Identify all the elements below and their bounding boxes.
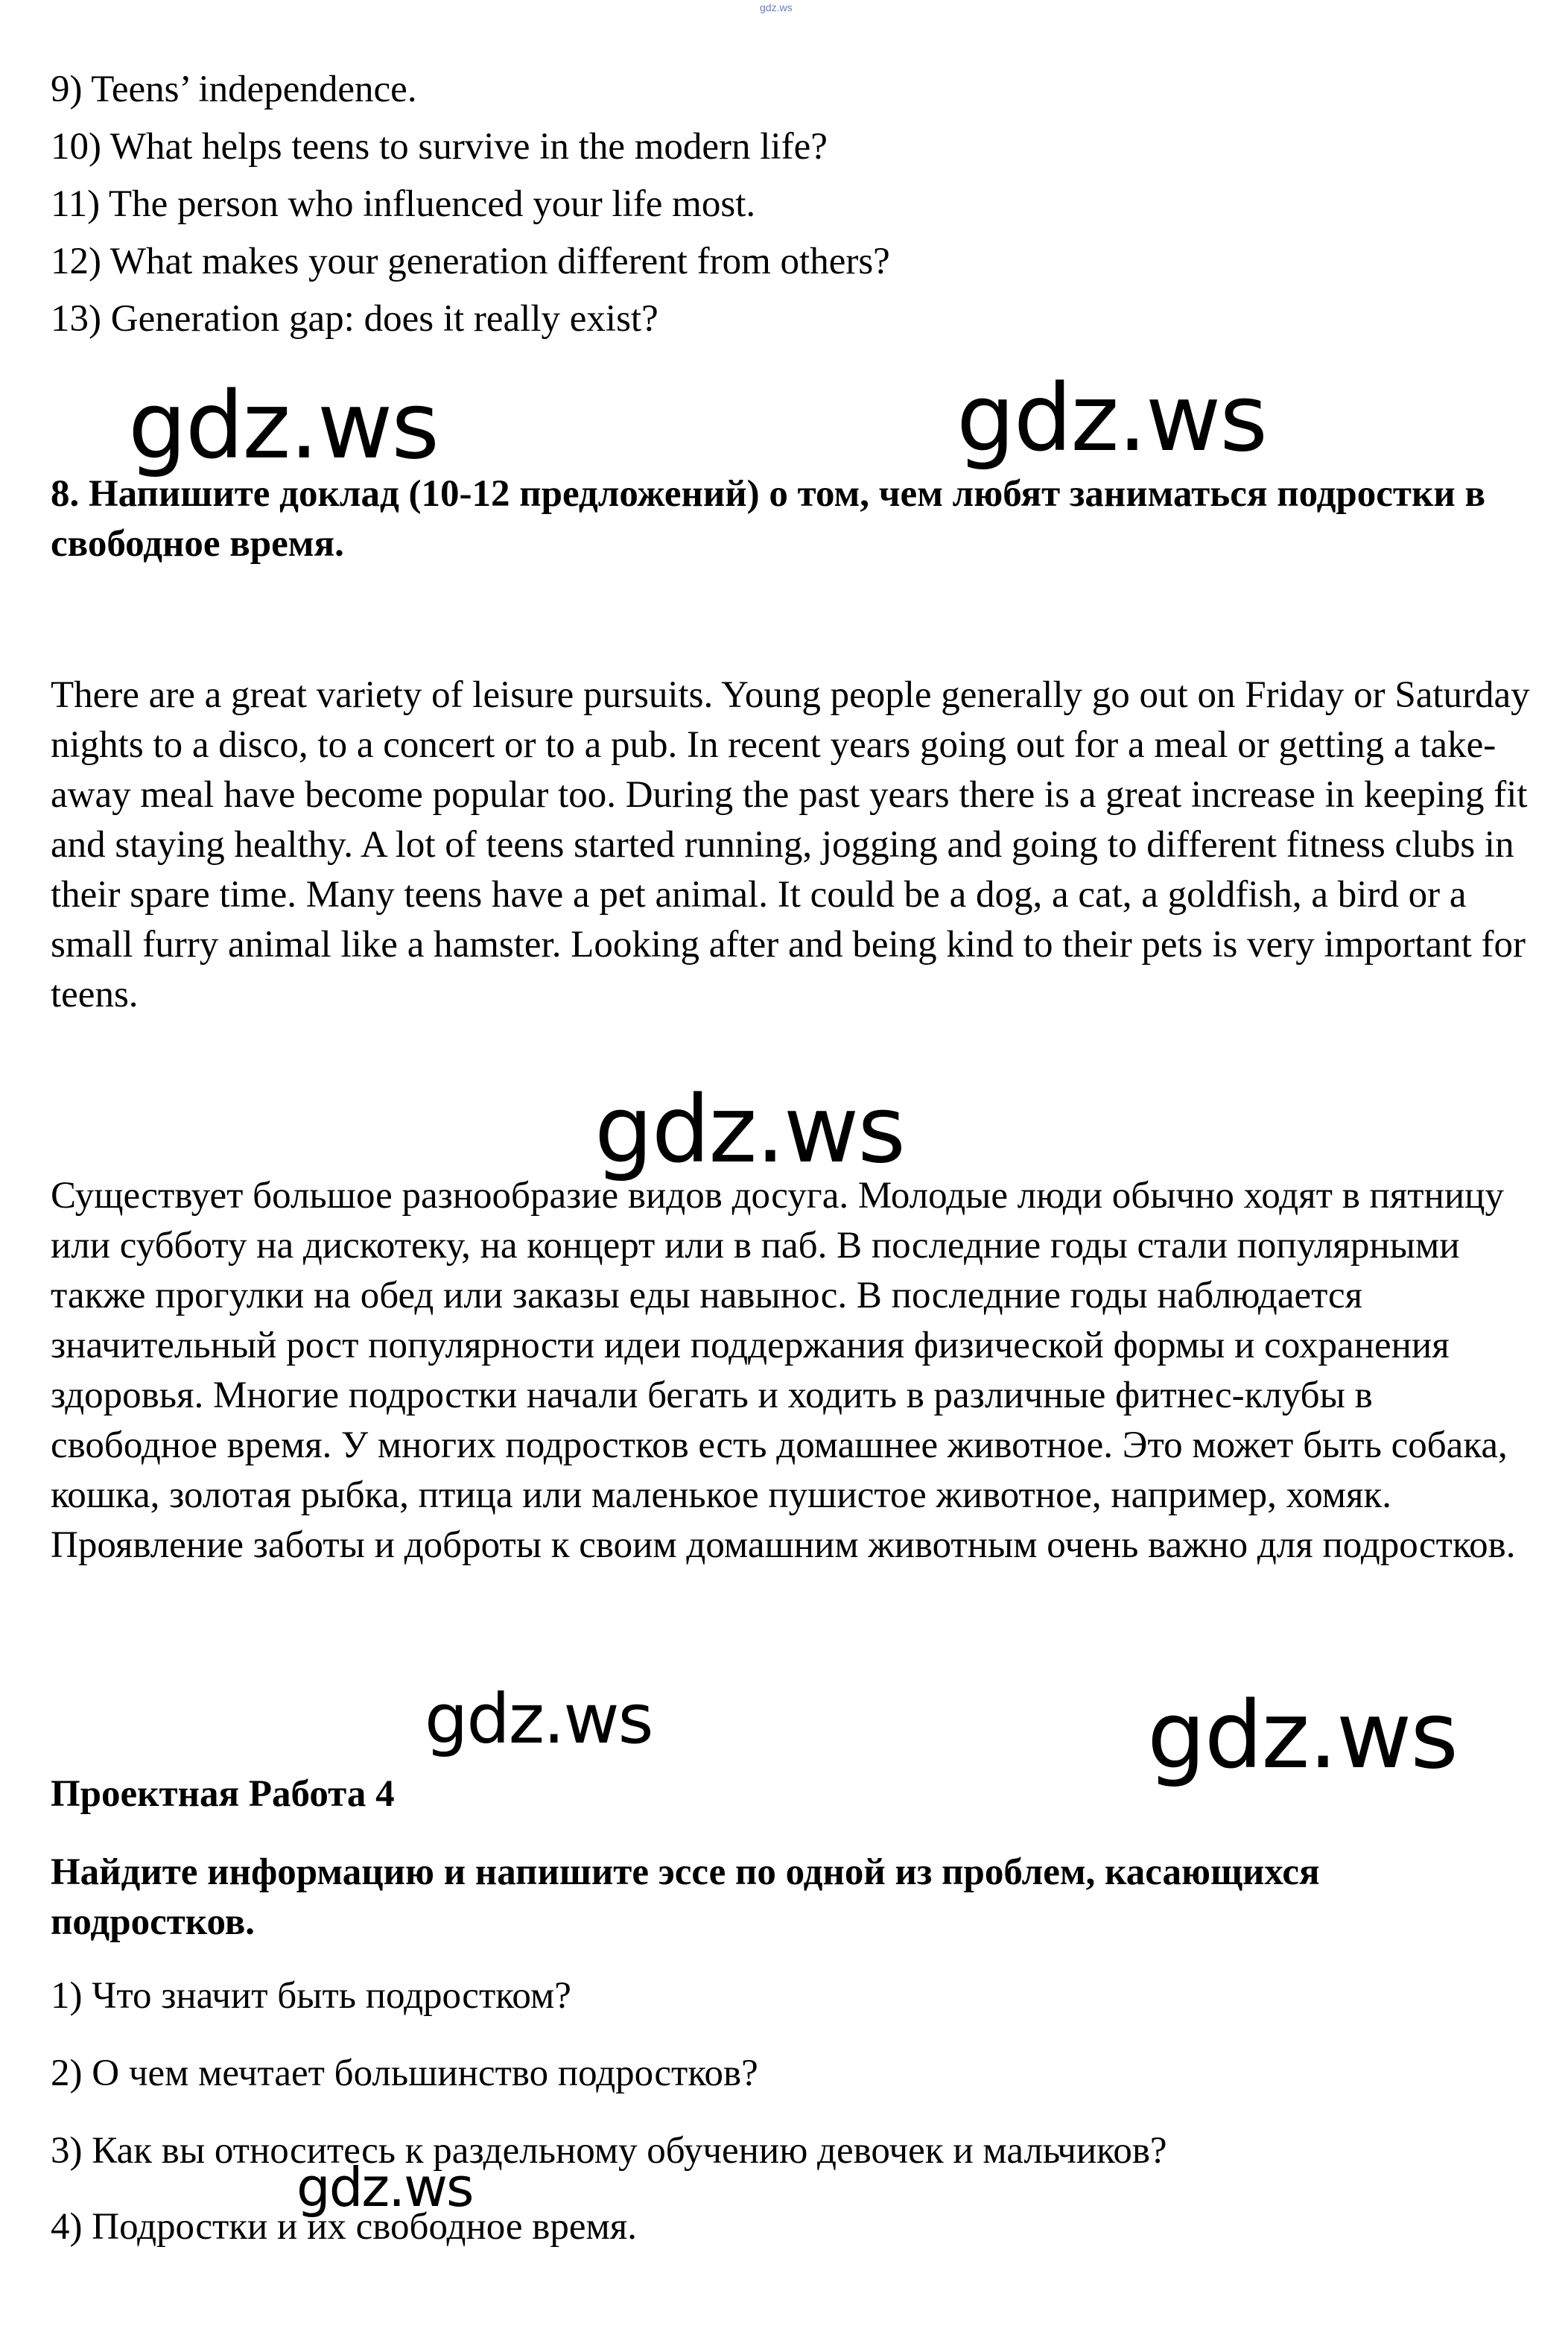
watermark: gdz.ws [1147, 1682, 1457, 1790]
topic-item: 9) Teens’ independence. [51, 69, 417, 110]
watermark: gdz.ws [128, 373, 438, 480]
watermark: gdz.ws [594, 1077, 904, 1184]
watermark: gdz.ws [425, 1679, 653, 1759]
watermark: gdz.ws [296, 2156, 473, 2219]
watermark: gdz.ws [956, 365, 1266, 472]
topic-item: 10) What helps teens to survive in the modern life? [51, 126, 828, 168]
task8-russian-text: Существует большое разнообразие видов досуга. Молодые люди обычно ходят в пятницу или субботу на дискотеку, на концерт или в паб. В последние годы стали популярными также прогулки на обед или заказы еды навынос. В последние годы наблюдается значительный рост популярности идеи поддержания физической формы и сохранения здоровья. Многие подростки начали бегать и ходить в различные фитнес-клубы в свободное время. У многих подростков есть домашнее животное. Это может быть собака, кошка, золотая рыбка, птица или маленькое пушистое животное, например, хомяк. Проявление заботы и доброты к своим домашним животным очень важно для подростков. [51, 1175, 1516, 1566]
project-item: 1) Что значит быть подростком? [51, 1975, 571, 2017]
header-watermark: gdz.ws [760, 1, 793, 13]
project-instruction: Найдите информацию и напишите эссе по одной из проблем, касающихся подростков. [51, 1851, 1320, 1943]
project-item: 3) Как вы относитесь к раздельному обучению девочек и мальчиков? [51, 2130, 1167, 2172]
topic-item: 11) The person who influenced your life most. [51, 183, 756, 225]
task8-heading: 8. Напишите доклад (10-12 предложений) о том, чем любят заниматься подростки в свободное время. [51, 473, 1486, 565]
project-item: 2) О чем мечтает большинство подростков? [51, 2053, 758, 2094]
project-title: Проектная Работа 4 [51, 1773, 395, 1815]
task8-english-text: There are a great variety of leisure pursuits. Young people generally go out on Friday or Saturday nights to a disco, to a concert or to a pub. In recent years going out for a meal or getting a take-away meal have become popular too. During the past years there is a great increase in keeping fit and staying healthy. A lot of teens started running, jogging and going to different fitness clubs in their spare time. Many teens have a pet animal. It could be a dog, a cat, a goldfish, a bird or a small furry animal like a hamster. Looking after and being kind to their pets is very important for teens. [51, 674, 1530, 1015]
topic-item: 12) What makes your generation different from others? [51, 241, 890, 282]
project-item: 4) Подростки и их свободное время. [51, 2206, 637, 2248]
topic-item: 13) Generation gap: does it really exist? [51, 298, 658, 340]
